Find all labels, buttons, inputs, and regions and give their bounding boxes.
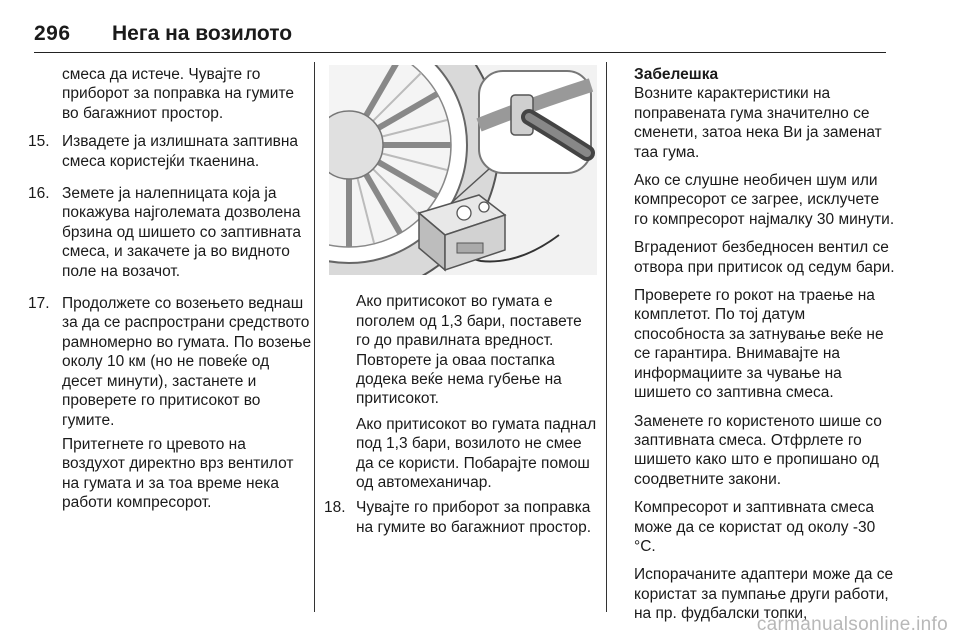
paragraph: Ако притисокот во гумата е поголем од 1,3 бари, поставете го до правилната вредност. Повторете ја оваа постапка додека веќе нема губење на притисокот.: [356, 293, 582, 408]
note-paragraph: Заменете го користеното шише со заптивната смеса. Отфрлете го шишето како што е пропишано од соодветните закони.: [634, 412, 882, 488]
step-text: Продолжете со возењето веднаш за да се распространи средството рамномерно во гумата. По возење околу 10 км (но не повеќе од десет минути), застанете и проверете го притисокот во гумите.: [62, 295, 312, 429]
step-text: Извадете ја излишната заптивна смеса користејќи ткаенина.: [62, 133, 299, 170]
note-paragraph: Компресорот и заптивната смеса може да се користат од околу -30 °C.: [634, 499, 876, 555]
note-paragraph: Возните карактеристики на поправената гума значително се сменети, затоа нека Ви ја заменат таа гума.: [634, 85, 882, 161]
paragraph: Ако притисокот во гумата паднал под 1,3 бари, возилото не смее да се користи. Побарајте помош од автомеханичар.: [356, 415, 597, 492]
note-paragraph: Ако се слушне необичен шум или компресорот се загрее, исклучете го компресорот најмалку 30 минути.: [634, 172, 895, 228]
step-number: 15.: [28, 133, 50, 151]
note-paragraph: Проверете го рокот на траење на комплетот. По тој датум способноста за затнување веќе не се гарантира. Внимавајте на информациите за чување на шишето со заптивна смеса.: [634, 287, 884, 402]
page-number: 296: [34, 22, 71, 45]
note-paragraph: Испорачаните адаптери може да се користат за пумпање други работи, на пр. фудбалски топки,: [634, 566, 894, 623]
column-2: [324, 65, 599, 550]
step-text: Земете ја налепницата која ја покажува најголемата дозволена брзина од шишето со заптивната смеса, и закачете ја во видното поле на возачот.: [62, 185, 302, 280]
step-18: [324, 498, 599, 542]
step-number: 18.: [324, 499, 346, 517]
page-title: Нега на возилото: [112, 22, 293, 45]
step-16: [28, 184, 312, 286]
step-text-continued: Притегнете го цревото на воздухот директно врз вентилот на гумата и за тоа време нека работи компресорот.: [62, 435, 294, 512]
step-text: Чувајте го приборот за поправка на гумите во багажниот простор.: [356, 499, 592, 536]
watermark: carmanualsonline.info: [756, 614, 948, 635]
step-17: [28, 294, 312, 517]
column-divider-2: [606, 62, 607, 612]
note-paragraph: Вградениот безбедносен вентил се отвора при притисок од седум бари.: [634, 239, 895, 276]
tire-compressor-illustration: [329, 65, 597, 275]
column-3: [634, 65, 896, 633]
continuation-text: смеса да истече. Чувајте го приборот за поправка на гумите во багажниот простор.: [62, 66, 295, 122]
column-divider-1: [314, 62, 315, 612]
step-number: 16.: [28, 185, 50, 203]
column-1: [28, 65, 312, 526]
note-title: Забелешка: [634, 66, 719, 83]
page-header: [34, 12, 886, 53]
step-15: [28, 132, 312, 176]
step-number: 17.: [28, 295, 50, 313]
